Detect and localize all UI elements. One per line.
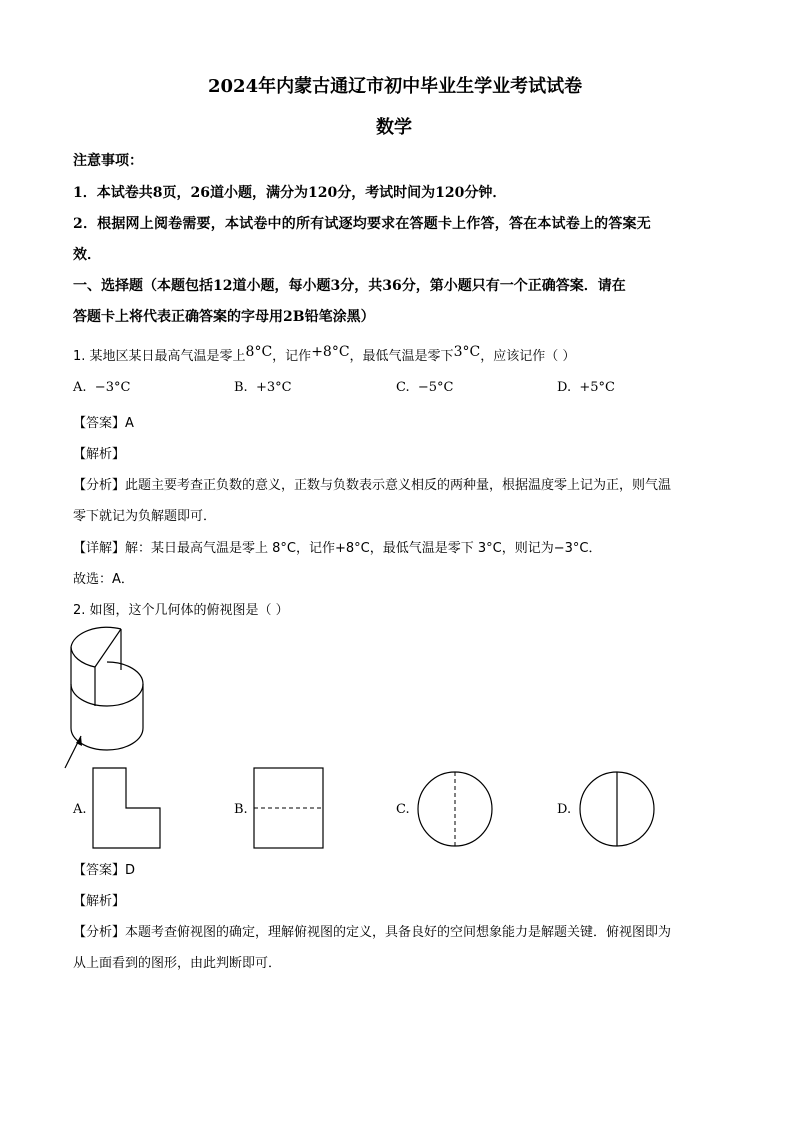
q2-answer: 【答案】D	[73, 863, 136, 878]
q1-option-d	[557, 380, 615, 395]
upper-half-front-arc	[71, 647, 95, 667]
q1-option-b-value: +3°C	[255, 380, 292, 395]
q1-stem-value-1: 8°C	[245, 344, 273, 360]
q1-option-a-label: A.	[73, 380, 87, 395]
q2-option-d-figure	[578, 770, 656, 848]
q1-stem-text-1: 1. 某地区某日最高气温是零上	[73, 349, 246, 364]
notice-item-2-line-1: 2．根据网上阅卷需要，本试卷中的所有试逐均要求在答题卡上作答，答在本试卷上的答案无	[73, 216, 651, 232]
q1-answer: 【答案】A	[73, 416, 134, 431]
q2-option-c-label: C.	[396, 802, 410, 817]
lower-cylinder-top-back-arc	[107, 662, 143, 684]
q2-option-b-figure	[253, 767, 325, 849]
q1-option-d-value: +5°C	[579, 380, 615, 395]
q1-stem-text-3: ，最低气温是零下	[349, 349, 454, 364]
q1-option-d-label: D.	[557, 380, 572, 395]
q2-option-b-label: B.	[234, 802, 248, 817]
l-shape-outline	[93, 768, 160, 848]
q1-choice: 故选：A．	[73, 572, 134, 587]
q2-analysis-line-2: 从上面看到的图形，由此判断即可．	[73, 956, 282, 971]
q1-stem	[73, 345, 575, 364]
notice-heading: 注意事项：	[73, 153, 143, 169]
q2-option-d-label: D.	[557, 802, 572, 817]
section-heading-line-2: 答题卡上将代表正确答案的字母用2B铅笔涂黑）	[73, 309, 375, 325]
q1-stem-text-2: ，记作	[272, 349, 312, 364]
lower-cylinder-bottom-arc	[71, 728, 143, 750]
q2-option-a-label: A.	[73, 802, 87, 817]
upper-half-top-arc	[71, 627, 121, 647]
q1-option-a	[73, 380, 130, 395]
q1-detail: 【详解】解：某日最高气温是零上 8°C，记作+8°C，最低气温是零下 3°C，则记为−3°C．	[73, 541, 602, 556]
q1-option-c-label: C.	[396, 380, 410, 395]
lower-cylinder-top-front-arc	[71, 684, 143, 706]
q1-analysis-line-1: 【分析】此题主要考查正负数的意义，正数与负数表示意义相反的两种量，根据温度零上记为正，则气温	[73, 478, 672, 493]
q1-stem-text-4: ，应该记作（ ）	[480, 349, 576, 364]
q1-stem-value-2: +8°C	[311, 344, 350, 360]
q2-option-a-figure	[92, 767, 162, 849]
q2-stem: 2. 如图，这个几何体的俯视图是（ ）	[73, 603, 289, 618]
q1-analysis-tag: 【解析】	[73, 447, 126, 462]
q2-option-c-figure	[416, 770, 494, 848]
notice-item-1: 1．本试卷共8页，26道小题，满分为120分，考试时间为120分钟．	[73, 185, 507, 201]
q1-option-b	[234, 380, 292, 395]
q2-analysis-line-1: 【分析】本题考查俯视图的确定，理解俯视图的定义，具备良好的空间想象能力是解题关键．俯视图即为	[73, 925, 672, 940]
q1-option-c	[396, 380, 454, 395]
notice-item-2-line-2: 效．	[73, 247, 101, 263]
upper-half-cut-top	[95, 629, 121, 667]
page-title: 2024年内蒙古通辽市初中毕业生学业考试试卷	[208, 76, 583, 97]
section-heading-line-1: 一、选择题（本题包括12道小题，每小题3分，共36分，第小题只有一个正确答案．请在	[73, 278, 626, 294]
q1-analysis-line-2: 零下就记为负解题即可．	[73, 509, 217, 524]
q1-option-a-value: −3°C	[94, 380, 131, 395]
q1-stem-value-3: 3°C	[453, 344, 481, 360]
q1-option-b-label: B.	[234, 380, 248, 395]
q2-solid-figure	[60, 622, 160, 772]
q2-analysis-tag: 【解析】	[73, 894, 126, 909]
page-subtitle: 数学	[376, 117, 412, 138]
q1-option-c-value: −5°C	[417, 380, 454, 395]
